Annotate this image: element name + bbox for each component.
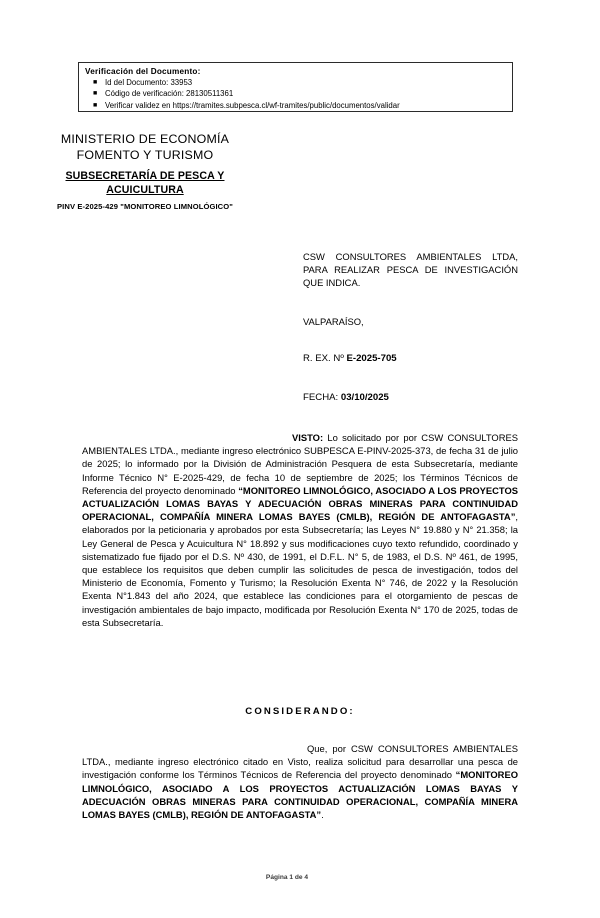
date-label: FECHA:: [303, 392, 341, 403]
bullet-icon: ■: [93, 101, 98, 109]
visto-text-part-1: Lo solicitado por por CSW CONSULTORES AMBIENTALES LTDA., mediante ingreso electrónico SUBPESCA E-PINV-2025-373, de fecha 31 de julio de 2025; lo informado por la División de Administración Pesquera de esta Subsecretaría, mediante Informe Técnico N° E-2025-429, de fecha 10 de septiembre de 2025; los Términos Técnicos de Referencia del proyecto denominado: [82, 432, 518, 496]
subsecretaria-title: [0, 170, 290, 197]
verification-item-text: Código de verificación: 28130511361: [105, 89, 234, 99]
resolution-number: [303, 353, 518, 364]
page-footer: Página 1 de 4: [265, 874, 309, 881]
resolution-number-label: R. EX. Nº: [303, 353, 347, 364]
date-line: [303, 392, 518, 403]
visto-project-name: “MONITOREO LIMNOLÓGICO, ASOCIADO A LOS PROYECTOS ACTUALIZACIÓN LOMAS BAYAS Y ADECUACIÓN OBRAS MINERAS PARA CONTINUIDAD OPERACIONAL, COMPAÑÍA MINERA LOMAS BAYES (CMLB), REGIÓN DE ANTOFAGASTA”: [82, 484, 519, 523]
verification-item-text: Verificar validez en https://tramites.subpesca.cl/wf-tramites/public/documentos/validar: [105, 100, 400, 110]
subsecretaria-line-1: SUBSECRETARÍA DE PESCA Y: [65, 170, 225, 182]
subject-block: CSW CONSULTORES AMBIENTALES LTDA, PARA REALIZAR PESCA DE INVESTIGACIÓN QUE INDICA.: [303, 251, 518, 289]
letterhead: [0, 131, 290, 211]
considerando-heading: CONSIDERANDO:: [245, 706, 355, 717]
resolution-number-value: E-2025-705: [346, 353, 397, 364]
bullet-icon: ■: [93, 79, 98, 86]
subsecretaria-line-2: ACUICULTURA: [106, 183, 184, 196]
ministry-line-2: FOMENTO Y TURISMO: [76, 148, 214, 162]
bullet-icon: ■: [93, 90, 98, 98]
date-value: 03/10/2025: [340, 392, 389, 403]
verification-item-code: [93, 88, 512, 99]
verification-list: [79, 77, 512, 111]
city-line: VALPARAÍSO,: [303, 316, 364, 327]
verification-item-id: [93, 77, 512, 88]
considerando-text-part-2: .: [321, 809, 324, 821]
verification-item-url: [93, 100, 512, 111]
visto-label: VISTO:: [292, 432, 324, 443]
verification-item-text: Id del Documento: 33953: [105, 78, 193, 87]
visto-text-part-2: , elaborados por la peticionaria y aprobados por esta Subsecretaría; las Leyes N° 19.880 y N° 21.358; la Ley General de Pesca y Acuicultura N° 18.892 y sus modificaciones cuyo texto refundido, coordinado y sistematizado fue fijado por el D.S. Nº 430, de 1991, el D.F.L. N° 5, de 1983, el D.S. Nº 461, de 1995, que establece los requisitos que deben cumplir las solicitudes de pesca de investigación, todos del Ministerio de Economía, Fomento y Turismo; la Resolución Exenta N° 746, de 2022 y la Resolución Exenta N°1.843 del año 2024, que establece las condiciones para el otorgamiento de pescas de investigación ambientales de bajo impacto, modificada por Resolución Exenta N° 170 de 2025, todas de esta Subsecretaría.: [82, 511, 518, 628]
ministry-line-1: MINISTERIO DE ECONOMÍA: [60, 132, 230, 146]
verification-title: Verificación del Documento:: [85, 67, 201, 76]
verification-box: [78, 62, 513, 112]
visto-paragraph: [82, 431, 518, 629]
considerando-text-part-1: Que, por CSW CONSULTORES AMBIENTALES LTDA., mediante ingreso electrónico citado en Visto, realiza solicitud para desarrollar una pesca de investigación conforme los Términos Técnicos de Referencia del proyecto denominado: [82, 743, 518, 781]
pinv-reference: PINV E-2025-429 "MONITOREO LIMNOLÓGICO": [57, 202, 233, 211]
considerando-paragraph: [82, 742, 518, 821]
considerando-project-name: “MONITOREO LIMNOLÓGICO, ASOCIADO A LOS PROYECTOS ACTUALIZACIÓN LOMAS BAYAS Y ADECUACIÓN OBRAS MINERAS PARA CONTINUIDAD OPERACIONAL, COMPAÑÍA MINERA LOMAS BAYES (CMLB), REGIÓN DE ANTOFAGASTA”: [82, 769, 518, 821]
